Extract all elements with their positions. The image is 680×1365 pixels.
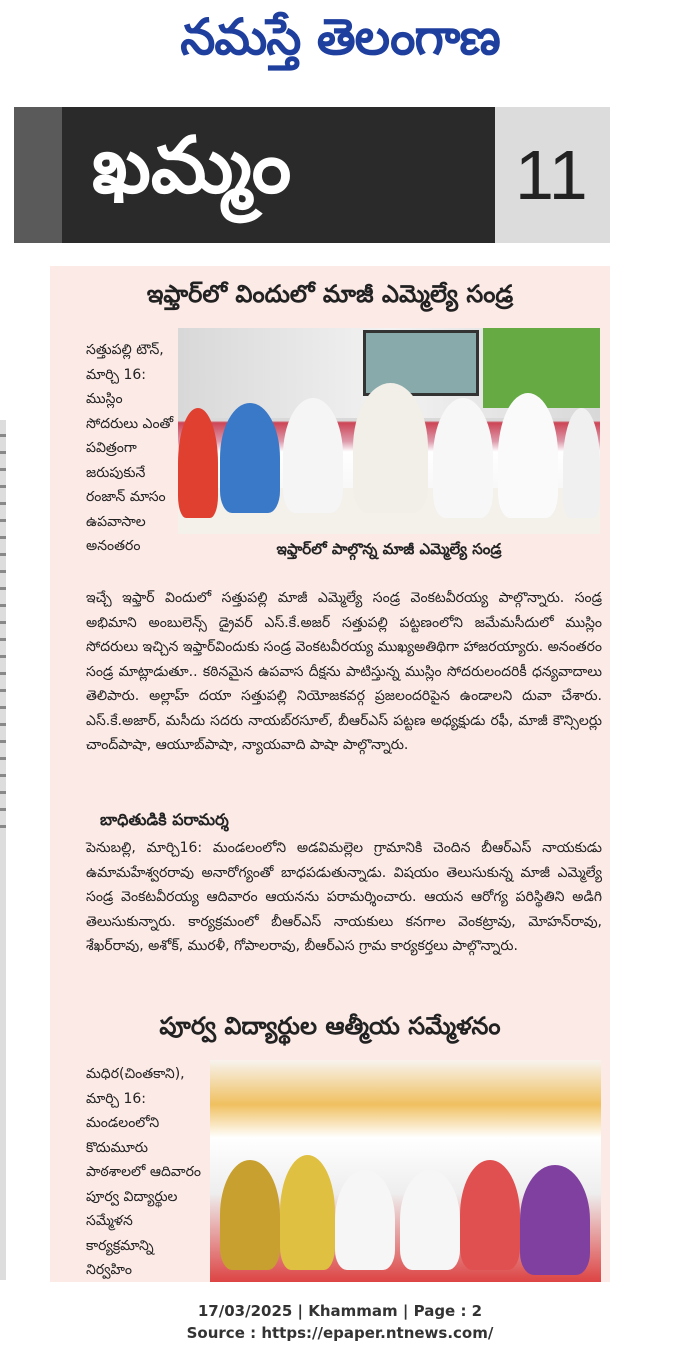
article3-headline: పూర్వ విద్యార్థుల ఆత్మీయ సమ్మేళనం [159,1012,501,1040]
alumni-group-photo [210,1060,601,1282]
adjacent-page-edge [0,420,6,1280]
article3-lead: మధిర(చింతకాని), మార్చి 16: మండలంలోని కొదుమూరు పాఠశాలలో ఆదివారం పూర్వ విద్యార్థుల సమ్మేళన కార్యక్రమాన్ని నిర్వహిం [86,1066,201,1278]
footer-date-page: 17/03/2025 | Khammam | Page : 2 [197,1302,483,1320]
newspaper-logo: నమస్తే తెలంగాణ [180,8,500,66]
photo-caption: ఇఫ్తార్‌లో పాల్గొన్న మాజీ ఎమ్మెల్యే సండ్ర [276,540,502,558]
section-strip [14,107,62,243]
page-number-box [495,107,610,243]
page-number: 11 [515,136,588,214]
footer-source: Source : https://epaper.ntnews.com/ [186,1324,494,1342]
section-title: ఖమ్మం [92,121,292,211]
article1-headline: ఇఫ్తార్‌లో విందులో మాజీ ఎమ్మెల్యే సండ్ర [146,280,514,308]
article1-lead: సత్తుపల్లి టౌన్, మార్చి 16: ముస్లిం సోదరులు ఎంతో పవిత్రంగా జరుపుకునే రంజాన్ మాసం ఉపవాసాల అనంతరం [86,342,174,554]
article2-body: పెనుబల్లి, మార్చి16: మండలంలోని అడవిమల్లెల గ్రామానికి చెందిన బీఆర్ఎస్ నాయకుడు ఉమామహేశ్వరరావు అనారోగ్యంతో బాధపడుతున్నాడు. విషయం తెలుసుకున్న మాజీ ఎమ్మెల్యే సండ్ర వెంకటవీరయ్య ఆదివారం ఆయనను పరామర్శించారు. ఆయన ఆరోగ్య పరిస్థితిని అడిగి తెలుసుకున్నారు. కార్యక్రమంలో బీఆర్ఎస్ నాయకులు కనగాల వెంకట్రావు, మోహన్‌రావు, శేఖర్‌రావు, అశోక్, మురళీ, గోపాలరావు, బీఆర్ఎస గ్రామ కార్యకర్తలు పాల్గొన్నారు. [86,840,602,954]
section-header [14,107,610,243]
footer [0,1300,680,1344]
article1-body: ఇచ్చే ఇఫ్తార్ విందులో సత్తుపల్లి మాజీ ఎమ్మెల్యే సండ్ర వెంకటవీరయ్య పాల్గొన్నారు. సండ్ర అభిమాని అంబులెన్స్ డ్రైవర్ ఎస్.కే.అజర్ సత్తుపల్లి పట్టణంలోని జమేమసీదులో ముస్లిం సోదరులు ఇచ్చిన ఇఫ్తార్‌విందుకు సండ్ర వెంకటవీరయ్య ముఖ్యఅతిథిగా హాజరయ్యారు. అనంతరం సండ్ర మాట్లాడుతూ.. కఠినమైన ఉపవాస దీక్షను పాటిస్తున్న ముస్లిం సోదరులందరికీ ధన్యవాదాలు తెలిపారు. అల్లాహ్ దయా సత్తుపల్లి నియోజకవర్గ ప్రజలందరిపైన ఉండాలని దువా చేశారు. ఎస్.కే.అజార్, మసీదు సదరు నాయబ్‌రసూల్, బీఆర్ఎస్ పట్టణ అధ్యక్షుడు రఫీ, మాజీ కౌన్సిలర్లు చాంద్‌పాషా, ఆయూబ్‌పాషా, న్యాయవాది పాషా పాల్గొన్నారు. [86,590,602,753]
masthead [0,0,680,100]
article2-subhead: బాధితుడికి పరామర్శ [100,810,229,829]
iftar-photo [178,328,600,534]
